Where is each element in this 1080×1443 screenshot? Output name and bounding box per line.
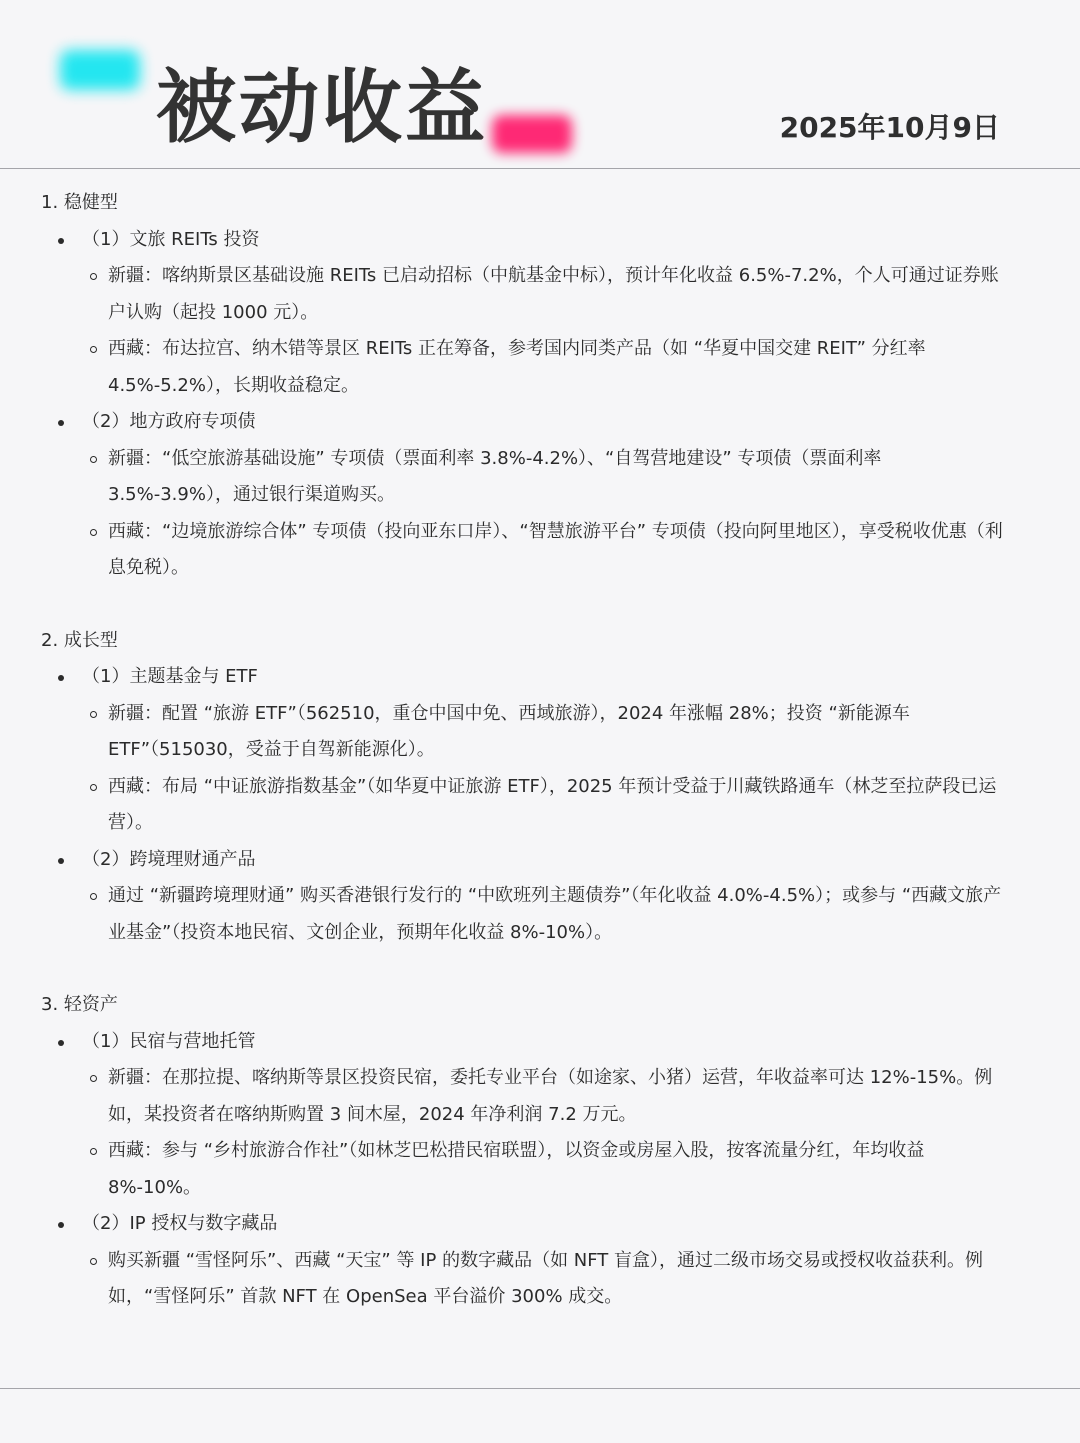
section-growth [0, 623, 1080, 952]
header [0, 0, 1080, 168]
section-stable [0, 185, 1080, 587]
pink-accent-blob [492, 115, 572, 153]
cyan-accent-blob [60, 50, 140, 90]
section-title: 3. 轻资产 [41, 994, 118, 1015]
subsection-title: （2）跨境理财通产品 [82, 842, 1080, 879]
subsection [0, 1024, 1080, 1207]
subsection-title: （1）主题基金与 ETF [82, 659, 1080, 696]
top-divider [0, 168, 1080, 169]
section-title: 1. 稳健型 [41, 192, 118, 213]
subsection-title: （1）民宿与营地托管 [82, 1024, 1080, 1061]
list-item: 新疆：“低空旅游基础设施” 专项债（票面利率 3.8%-4.2%）、“自驾营地建设” 专项债（票面利率 3.5%-3.9%），通过银行渠道购买。 [108, 441, 1008, 514]
subsection [0, 1206, 1080, 1316]
list-item: 通过 “新疆跨境理财通” 购买香港银行发行的 “中欧班列主题债券”（年化收益 4.0%-4.5%）；或参与 “西藏文旅产业基金”（投资本地民宿、文创企业，预期年化收益 8%-10%）。 [108, 878, 1008, 951]
subsection-title: （2）IP 授权与数字藏品 [82, 1206, 1080, 1243]
date-label: 2025年10月9日 [779, 111, 1000, 144]
bottom-divider [0, 1388, 1080, 1389]
list-item: 购买新疆 “雪怪阿乐”、西藏 “天宝” 等 IP 的数字藏品（如 NFT 盲盒），通过二级市场交易或授权收益获利。例如，“雪怪阿乐” 首款 NFT 在 OpenSea 平台溢价 300% 成交。 [108, 1243, 1008, 1316]
content [0, 185, 1080, 1352]
subsection-title: （2）地方政府专项债 [82, 404, 1080, 441]
list-item: 西藏：布达拉宫、纳木错等景区 REITs 正在筹备，参考国内同类产品（如 “华夏中国交建 REIT” 分红率 4.5%-5.2%），长期收益稳定。 [108, 331, 1008, 404]
list-item: 西藏：布局 “中证旅游指数基金”（如华夏中证旅游 ETF），2025 年预计受益于川藏铁路通车（林芝至拉萨段已运营）。 [108, 769, 1008, 842]
list-item: 西藏：“边境旅游综合体” 专项债（投向亚东口岸）、“智慧旅游平台” 专项债（投向阿里地区），享受税收优惠（利息免税）。 [108, 514, 1008, 587]
list-item: 新疆：在那拉提、喀纳斯等景区投资民宿，委托专业平台（如途家、小猪）运营，年收益率可达 12%-15%。例如，某投资者在喀纳斯购置 3 间木屋，2024 年净利润 7.2 万元。 [108, 1060, 1008, 1133]
section-title: 2. 成长型 [41, 629, 118, 651]
subsection [0, 404, 1080, 587]
subsection-title: （1）文旅 REITs 投资 [82, 222, 1080, 259]
list-item: 新疆：喀纳斯景区基础设施 REITs 已启动招标（中航基金中标），预计年化收益 6.5%-7.2%，个人可通过证券账户认购（起投 1000 元）。 [108, 258, 1008, 331]
subsection [0, 222, 1080, 405]
section-light-asset [0, 987, 1080, 1316]
subsection [0, 842, 1080, 952]
subsection [0, 659, 1080, 842]
list-item: 西藏：参与 “乡村旅游合作社”（如林芝巴松措民宿联盟），以资金或房屋入股，按客流量分红，年均收益 8%-10%。 [108, 1133, 1008, 1206]
list-item: 新疆：配置 “旅游 ETF”（562510，重仓中国中免、西域旅游），2024 年涨幅 28%；投资 “新能源车 ETF”（515030，受益于自驾新能源化）。 [108, 696, 1008, 769]
page-title: 被动收益 [156, 61, 488, 154]
